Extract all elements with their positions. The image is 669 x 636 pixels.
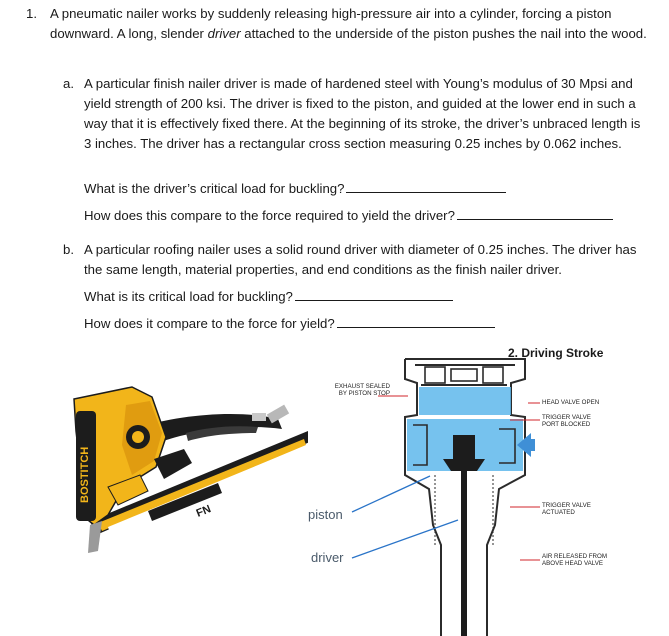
driver-label: driver [311, 550, 344, 565]
piston-label: piston [308, 507, 343, 522]
trigger-actuated-label: TRIGGER VALVE ACTUATED [542, 502, 591, 516]
diagram-title: 2. Driving Stroke [508, 346, 604, 360]
trigger-port-label: TRIGGER VALVE PORT BLOCKED [542, 414, 591, 428]
piston-callout [352, 476, 430, 512]
head-valve-label: HEAD VALVE OPEN [542, 399, 600, 406]
model-label: FN [194, 503, 213, 520]
part-a-text: A particular finish nailer driver is made of hardened steel with Young’s modulus of 30 Mpsi and yield strength of 200 ksi. The driver is fixed to the piston, and guided at the lower end in such a way that it is effectively fixed there. At the beginning of its stroke, the driver’s unbraced length is 3 inches. The driver has a rectangular cross section measuring 0.25 inches by 0.062 inches. [84, 76, 641, 151]
part-b-question-1-text: What is its critical load for buckling? [84, 289, 293, 304]
part-a-question-2-text: How does this compare to the force required to yield the driver? [84, 208, 455, 223]
air-released-label: AIR RELEASED FROM ABOVE HEAD VALVE [542, 553, 607, 567]
part-b-label: b. [63, 242, 74, 257]
driver-callout [352, 520, 458, 558]
exhaust-label: EXHAUST SEALED BY PISTON STOP [334, 383, 390, 397]
part-a-question-1-text: What is the driver’s critical load for buckling? [84, 181, 345, 196]
intro-text-pre: A pneumatic nailer works by suddenly releasing high-pressure air into a cylinder, forcing a piston downward. A long, slender [50, 6, 612, 41]
question-number: 1. [26, 6, 37, 21]
brand-logo: BOSTITCH [79, 446, 91, 503]
intro-text-italic: driver [207, 26, 241, 41]
part-a-label: a. [63, 76, 74, 91]
part-b-text: A particular roofing nailer uses a solid round driver with diameter of 0.25 inches. The driver has the same length, material properties, and end conditions as the finish nailer driver. [84, 242, 637, 277]
intro-text-post: attached to the underside of the piston pushes the nail into the wood. [240, 26, 647, 41]
part-b-question-2-text: How does it compare to the force for yield? [84, 316, 335, 331]
